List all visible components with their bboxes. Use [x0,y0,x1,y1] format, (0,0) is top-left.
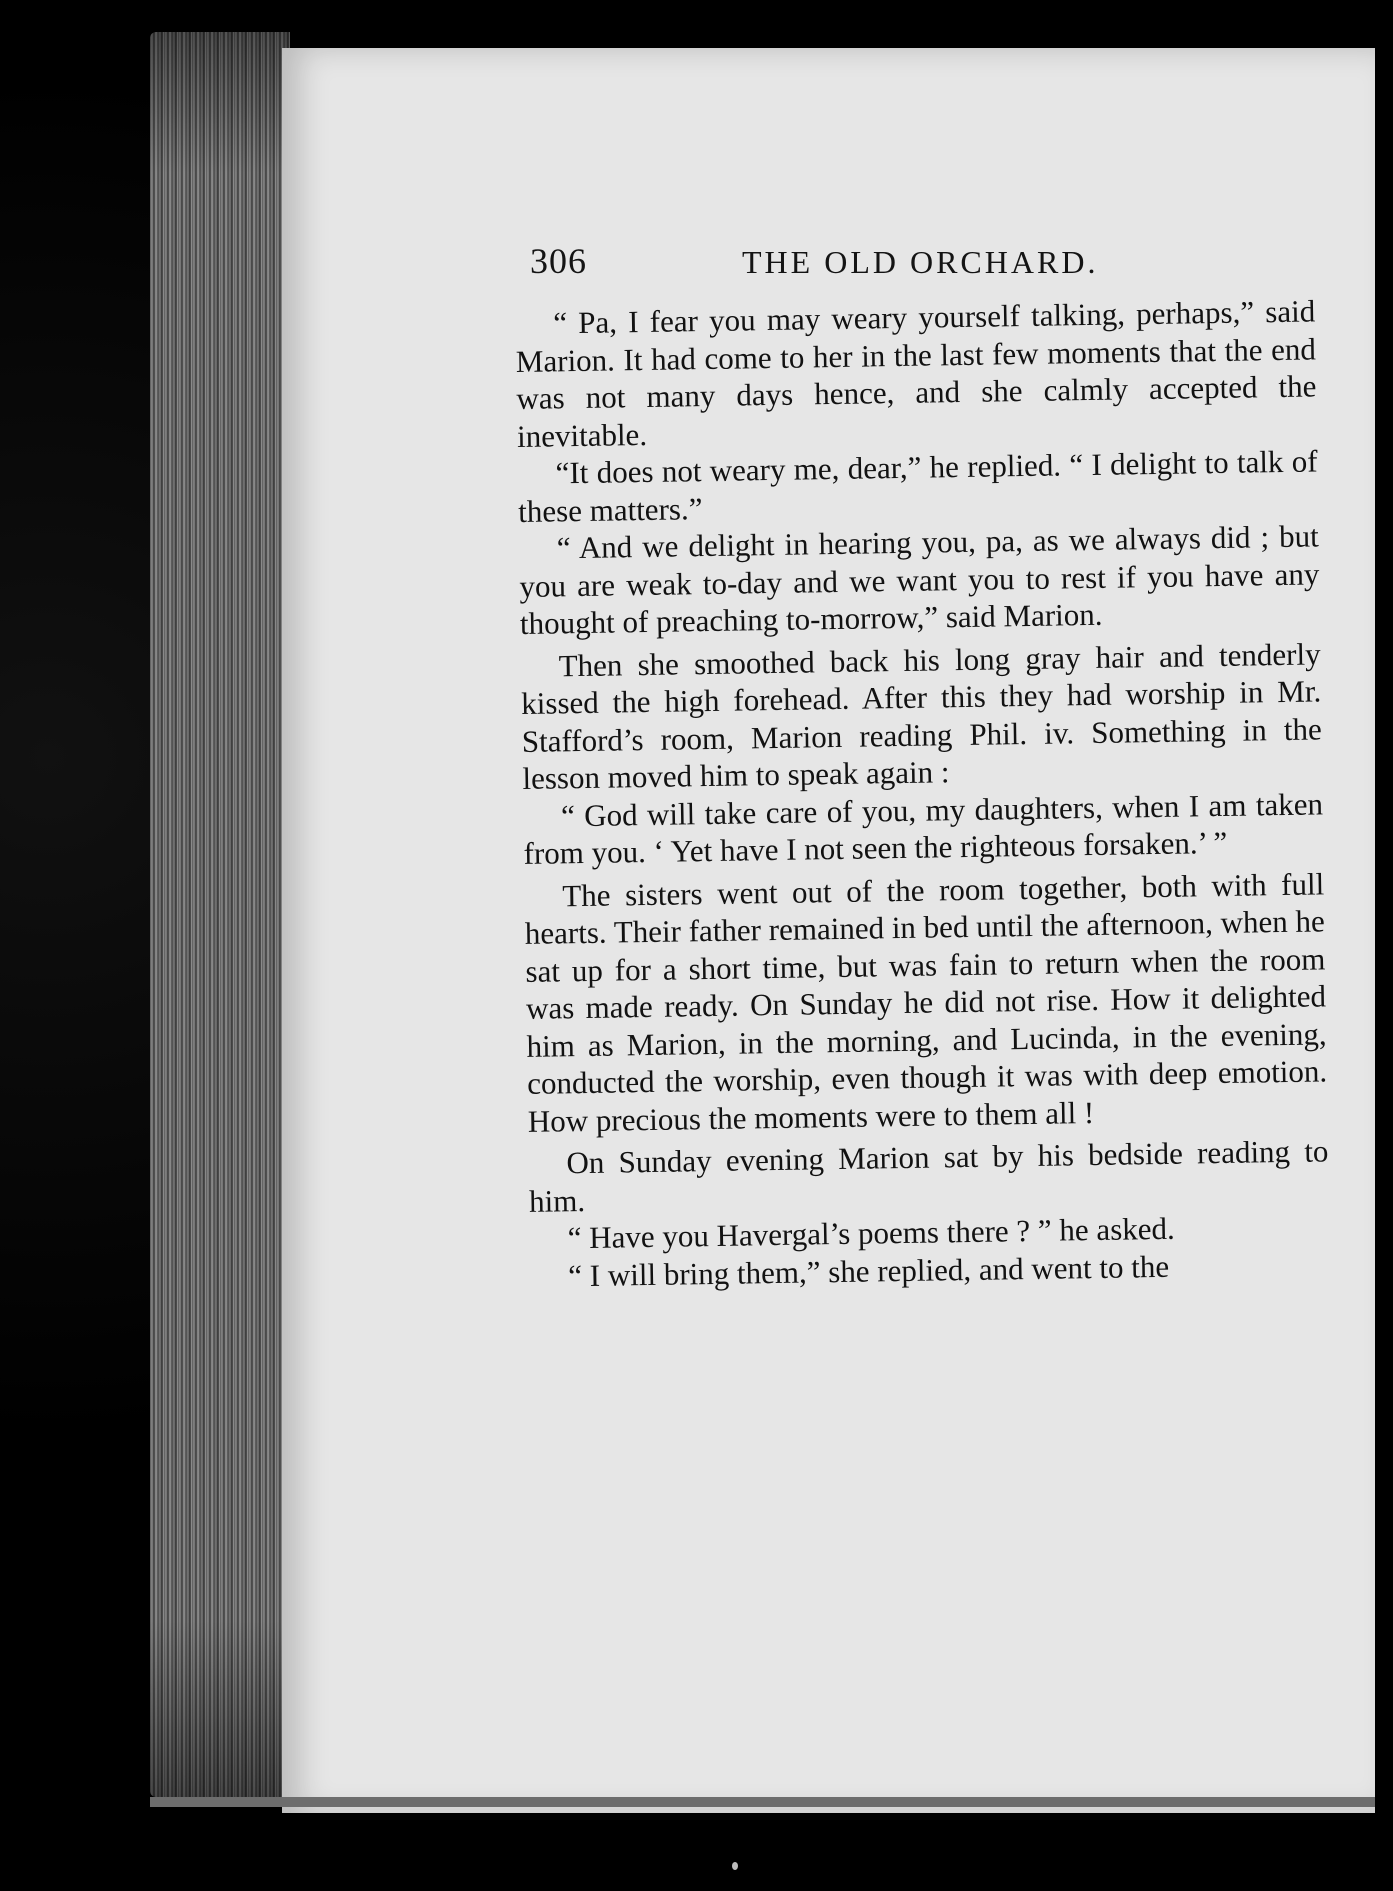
paragraph: On Sunday evening Marion sat by his bedside reading to him. [528,1133,1329,1219]
book-page-edges [150,32,290,1797]
paragraph: “ Have you Havergal’s poems there ? ” he asked. [567,1210,1175,1256]
paragraph: Then she smoothed back his long gray hair and tenderly kissed the high forehead. After this they had worship in Mr. Stafford’s room, Marion reading Phil. iv. Something in the lesson moved him to speak again : [520,635,1323,796]
paragraph: The sisters went out of the room together, both with full hearts. Their father remained in bed until the afternoon, when he sat up for a short time, but was fain to return when the room was made ready. On Sunday he did not rise. How it delighted him as Marion, in the morning, and Lucinda, in the evening, conducted the worship, even though it was with deep emotion. How precious the moments were to them all ! [524,865,1328,1139]
paragraph: “ Pa, I fear you may weary yourself talking, perhaps,” said Marion. It had come to her in the last few moments that the end was not many days hence, and she calmly accepted the inevitable. [515,293,1317,454]
paragraph: “ God will take care of you, my daughters, when I am taken from you. ‘ Yet have I not seen the righteous forsaken.’ ” [523,785,1324,871]
page-number: 306 [530,241,587,281]
paragraph: “ I will bring them,” she replied, and went to the [567,1248,1170,1293]
scan-speck [732,1862,738,1870]
dark-background [0,0,160,1891]
body-text [515,292,1330,1294]
page-header [530,240,1110,290]
paragraph: “ And we delight in hearing you, pa, as we always did ; but you are weak to-day and we want you to rest if you have any thought of preaching to-morrow,” said Marion. [519,518,1320,641]
running-title: THE OLD ORCHARD. [742,244,1099,280]
paragraph: “It does not weary me, dear,” he replied. “ I delight to talk of these matters.” [517,443,1318,529]
page-bottom-edge [150,1797,1375,1807]
